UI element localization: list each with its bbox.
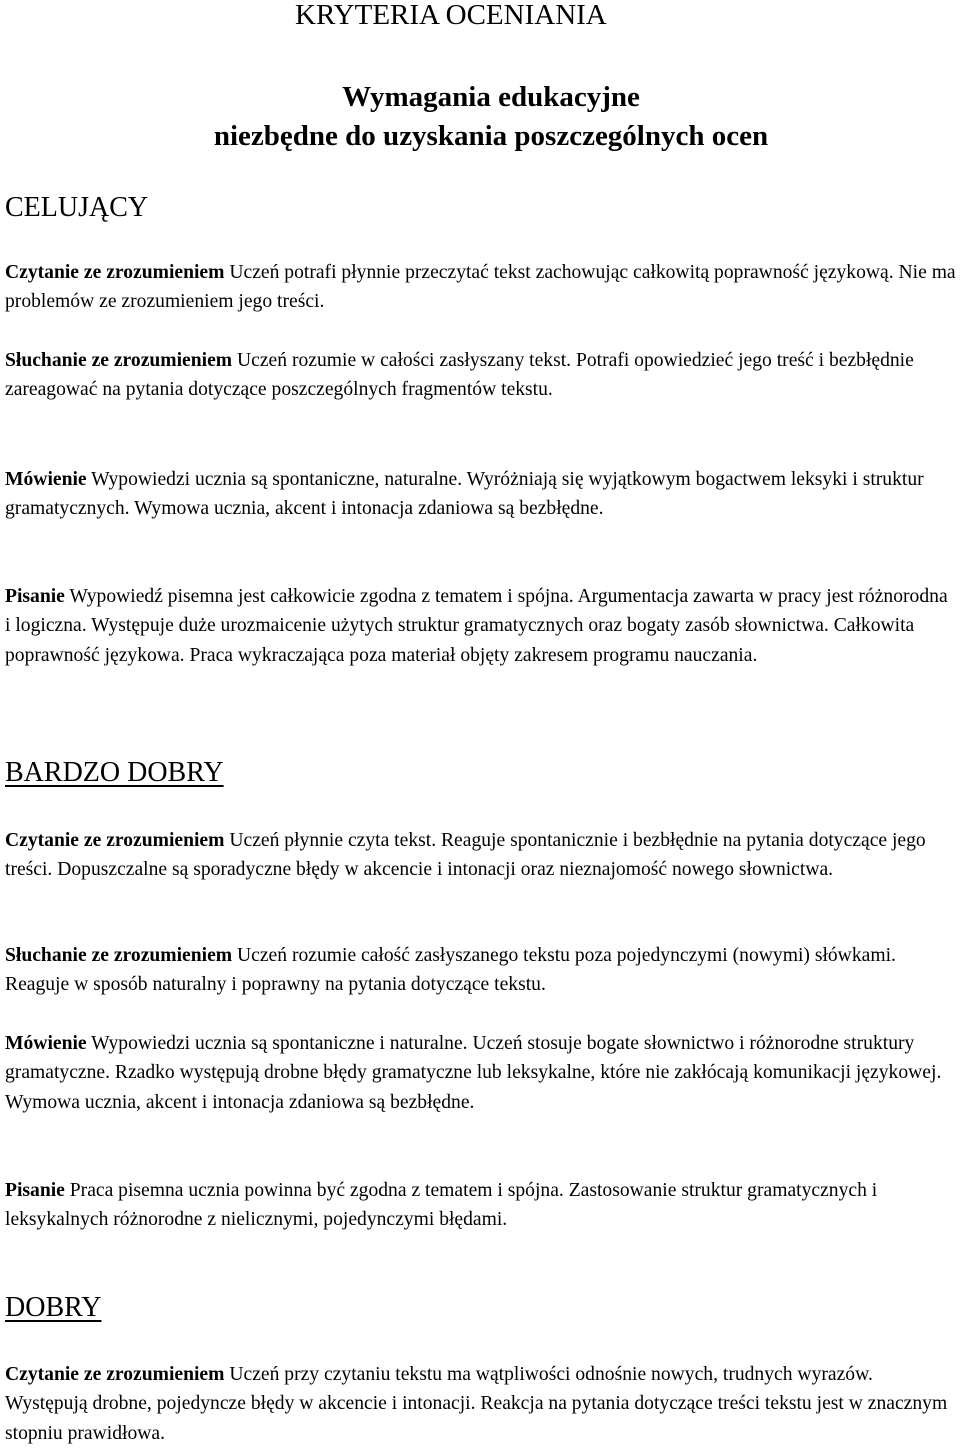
document-title: KRYTERIA OCENIANIA xyxy=(295,0,607,31)
reading-label: Czytanie ze zrozumieniem xyxy=(5,262,225,283)
grade-heading-celujacy: CELUJĄCY xyxy=(5,192,149,223)
document-subtitle xyxy=(5,78,960,156)
bardzo-dobry-reading-paragraph xyxy=(5,826,957,885)
subtitle-line-1: Wymagania edukacyjne xyxy=(342,81,640,113)
reading-text: Uczeń płynnie czyta tekst. Reaguje spontanicznie i bezbłędnie na pytania dotyczące jego treści. Dopuszczalne są sporadyczne błędy w akcencie i intonacji oraz nieznajomość nowego słownictwa. xyxy=(5,830,926,881)
listening-text: Uczeń rozumie całość zasłyszanego tekstu poza pojedynczymi (nowymi) słówkami. Reaguje w sposób naturalny i poprawny na pytania dotyczące tekstu. xyxy=(5,945,896,996)
writing-label: Pisanie xyxy=(5,1180,65,1201)
speaking-text: Wypowiedzi ucznia są spontaniczne, naturalne. Wyróżniają się wyjątkowym bogactwem leksyki i struktur gramatycznych. Wymowa ucznia, akcent i intonacja zdaniowa są bezbłędne. xyxy=(5,469,924,520)
celujacy-reading-paragraph xyxy=(5,258,957,317)
writing-label: Pisanie xyxy=(5,586,65,607)
writing-text: Wypowiedź pisemna jest całkowicie zgodna z tematem i spójna. Argumentacja zawarta w pracy jest różnorodna i logiczna. Występuje duże urozmaicenie użytych struktur gramatycznych oraz bogaty zasób słownictwa. Całkowita poprawność językowa. Praca wykraczająca poza materiał objęty zakresem programu nauczania. xyxy=(5,586,948,666)
reading-text: Uczeń przy czytaniu tekstu ma wątpliwości odnośnie nowych, trudnych wyrazów. Występują drobne, pojedyncze błędy w akcencie i intonacji. Reakcja na pytania dotyczące treści tekstu jest w znacznym stopniu prawidłowa. xyxy=(5,1364,948,1444)
writing-text: Praca pisemna ucznia powinna być zgodna z tematem i spójna. Zastosowanie struktur gramatycznych i leksykalnych różnorodne z nielicznymi, pojedynczymi błędami. xyxy=(5,1180,878,1231)
dobry-reading-paragraph xyxy=(5,1360,957,1448)
speaking-label: Mówienie xyxy=(5,1033,87,1054)
bardzo-dobry-speaking-paragraph xyxy=(5,1029,957,1117)
reading-label: Czytanie ze zrozumieniem xyxy=(5,1364,225,1385)
grade-heading-bardzo-dobry: BARDZO DOBRY xyxy=(5,757,224,788)
speaking-text: Wypowiedzi ucznia są spontaniczne i naturalne. Uczeń stosuje bogate słownictwo i różnorodne struktury gramatyczne. Rzadko występują drobne błędy gramatyczne lub leksykalne, które nie zakłócają komunikacji językowej. Wymowa ucznia, akcent i intonacja zdaniowa są bezbłędne. xyxy=(5,1033,942,1113)
celujacy-listening-paragraph xyxy=(5,346,957,405)
subtitle-line-2: niezbędne do uzyskania poszczególnych ocen xyxy=(213,120,769,152)
reading-text: Uczeń potrafi płynnie przeczytać tekst zachowując całkowitą poprawność językową. Nie ma problemów ze zrozumieniem jego treści. xyxy=(5,262,956,313)
reading-label: Czytanie ze zrozumieniem xyxy=(5,830,225,851)
celujacy-speaking-paragraph xyxy=(5,465,957,524)
listening-label: Słuchanie ze zrozumieniem xyxy=(5,350,233,371)
listening-label: Słuchanie ze zrozumieniem xyxy=(5,945,233,966)
bardzo-dobry-writing-paragraph xyxy=(5,1176,957,1235)
speaking-label: Mówienie xyxy=(5,469,87,490)
celujacy-writing-paragraph xyxy=(5,582,957,670)
grade-heading-dobry: DOBRY xyxy=(5,1292,102,1323)
listening-text: Uczeń rozumie w całości zasłyszany tekst. Potrafi opowiedzieć jego treść i bezbłędnie zareagować na pytania dotyczące poszczególnych fragmentów tekstu. xyxy=(5,350,914,401)
bardzo-dobry-listening-paragraph xyxy=(5,941,957,1000)
